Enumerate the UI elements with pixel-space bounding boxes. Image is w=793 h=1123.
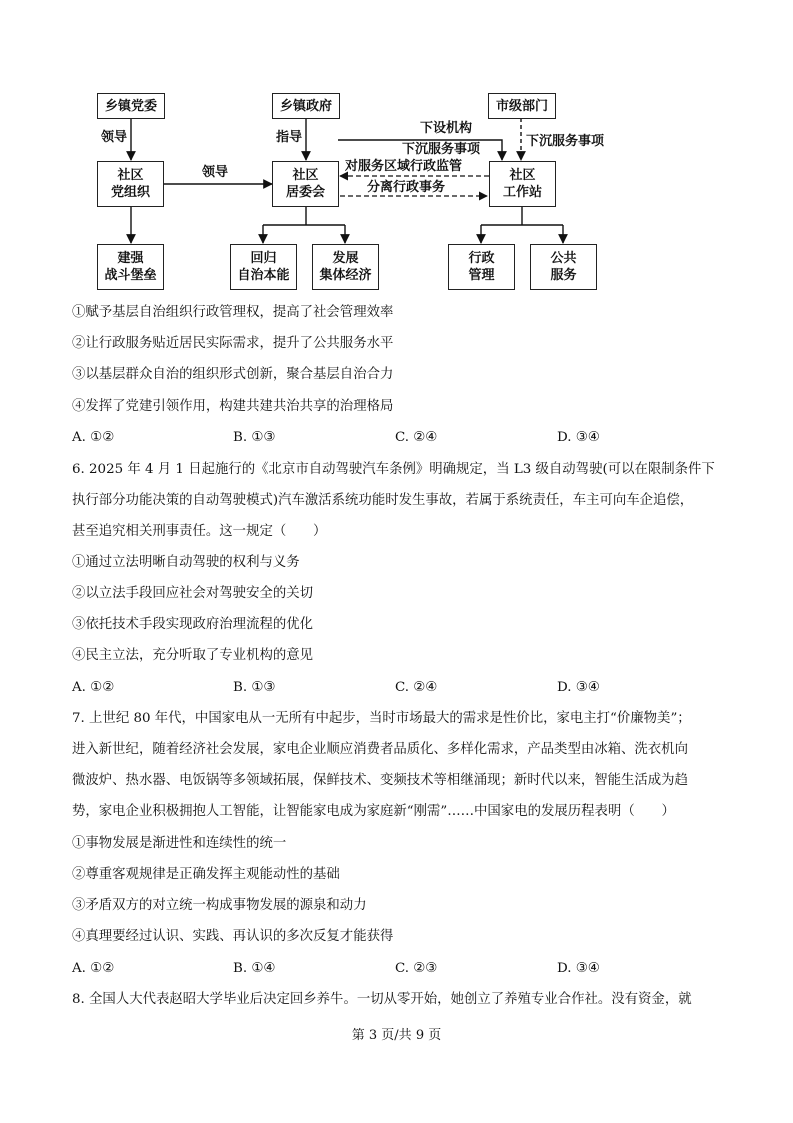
box-collective-economy: 发展 集体经济 xyxy=(312,244,379,290)
label-lead-2: 领导 xyxy=(202,165,229,180)
q5-item-2: ②让行政服务贴近居民实际需求，提升了公共服务水平 xyxy=(72,336,394,351)
label-guide: 指导 xyxy=(276,130,303,145)
q7-item-1: ①事物发展是渐进性和连续性的统一 xyxy=(72,836,287,851)
box-community-workstation: 社区 工作站 xyxy=(489,161,556,207)
label-sink-service-1: 下沉服务事项 xyxy=(402,142,481,157)
box-return-autonomy: 回归 自治本能 xyxy=(230,244,297,290)
q5-item-4: ④发挥了党建引领作用，构建共建共治共享的治理格局 xyxy=(72,399,394,414)
box-township-government: 乡镇政府 xyxy=(272,93,340,119)
box-city-department: 市级部门 xyxy=(488,93,556,119)
label-separate-affairs: 分离行政事务 xyxy=(367,180,446,195)
q6-option-c: C. ②④ xyxy=(395,680,438,695)
q6-item-3: ③依托技术手段实现政府治理流程的优化 xyxy=(72,617,314,632)
governance-diagram xyxy=(0,0,793,300)
q7-option-a: A. ①② xyxy=(72,961,115,976)
label-lead-1: 领导 xyxy=(101,130,128,145)
q7-option-c: C. ②③ xyxy=(395,961,438,976)
label-set-up-institution: 下设机构 xyxy=(420,121,473,136)
q7-item-2: ②尊重客观规律是正确发挥主观能动性的基础 xyxy=(72,867,340,882)
box-township-party-committee: 乡镇党委 xyxy=(97,93,165,119)
q5-option-b: B. ①③ xyxy=(233,430,276,445)
box-admin-management: 行政 管理 xyxy=(448,244,515,290)
page-footer: 第 3 页/共 9 页 xyxy=(351,1028,442,1043)
box-community-residents-committee: 社区 居委会 xyxy=(272,161,339,207)
q7-item-3: ③矛盾双方的对立统一构成事物发展的源泉和动力 xyxy=(72,898,367,913)
q8-stem-line-1: 8. 全国人大代表赵昭大学毕业后决定回乡养牛。一切从零开始，她创立了养殖专业合作社。没有资金，就 xyxy=(72,992,692,1007)
q5-option-a: A. ①② xyxy=(72,430,115,445)
q7-option-d: D. ③④ xyxy=(557,961,600,976)
q7-option-b: B. ①④ xyxy=(233,961,276,976)
label-supervise: 对服务区域行政监管 xyxy=(345,159,463,174)
q7-stem-line-3: 微波炉、热水器、电饭锅等多领域拓展，保鲜技术、变频技术等相继涌现；新时代以来，智能生活成为趋 xyxy=(72,773,688,788)
q6-stem-line-3: 甚至追究相关刑事责任。这一规定（ ） xyxy=(72,524,327,539)
q5-option-d: D. ③④ xyxy=(557,430,600,445)
q7-stem-line-1: 7. 上世纪 80 年代，中国家电从一无所有中起步，当时市场最大的需求是性价比，家电主打“价廉物美”； xyxy=(72,711,691,726)
q6-item-2: ②以立法手段回应社会对驾驶安全的关切 xyxy=(72,586,314,601)
q6-stem-line-1: 6. 2025 年 4 月 1 日起施行的《北京市自动驾驶汽车条例》明确规定，当 L3 级自动驾驶(可以在限制条件下 xyxy=(72,462,715,477)
q5-item-1: ①赋予基层自治组织行政管理权，提高了社会管理效率 xyxy=(72,305,394,320)
q7-item-4: ④真理要经过认识、实践、再认识的多次反复才能获得 xyxy=(72,929,394,944)
box-public-service: 公共 服务 xyxy=(530,244,597,290)
label-sink-service-2: 下沉服务事项 xyxy=(526,134,605,149)
q6-stem-line-2: 执行部分功能决策的自动驾驶模式)汽车激活系统功能时发生事故，若属于系统责任，车主可向车企追偿， xyxy=(72,493,694,508)
q6-option-d: D. ③④ xyxy=(557,680,600,695)
q7-stem-line-4: 势，家电企业积极拥抱人工智能，让智能家电成为家庭新“刚需”……中国家电的发展历程表明（ ） xyxy=(72,804,675,819)
q5-option-c: C. ②④ xyxy=(395,430,438,445)
q6-item-4: ④民主立法，充分听取了专业机构的意见 xyxy=(72,648,314,663)
q7-stem-line-2: 进入新世纪，随着经济社会发展，家电企业顺应消费者品质化、多样化需求，产品类型由冰箱、洗衣机向 xyxy=(72,742,688,757)
box-community-party-organization: 社区 党组织 xyxy=(97,161,164,207)
q6-option-b: B. ①③ xyxy=(233,680,276,695)
box-strengthen-fortress: 建强 战斗堡垒 xyxy=(97,244,164,290)
q6-option-a: A. ①② xyxy=(72,680,115,695)
q5-item-3: ③以基层群众自治的组织形式创新，聚合基层自治合力 xyxy=(72,367,394,382)
q6-item-1: ①通过立法明晰自动驾驶的权利与义务 xyxy=(72,555,300,570)
